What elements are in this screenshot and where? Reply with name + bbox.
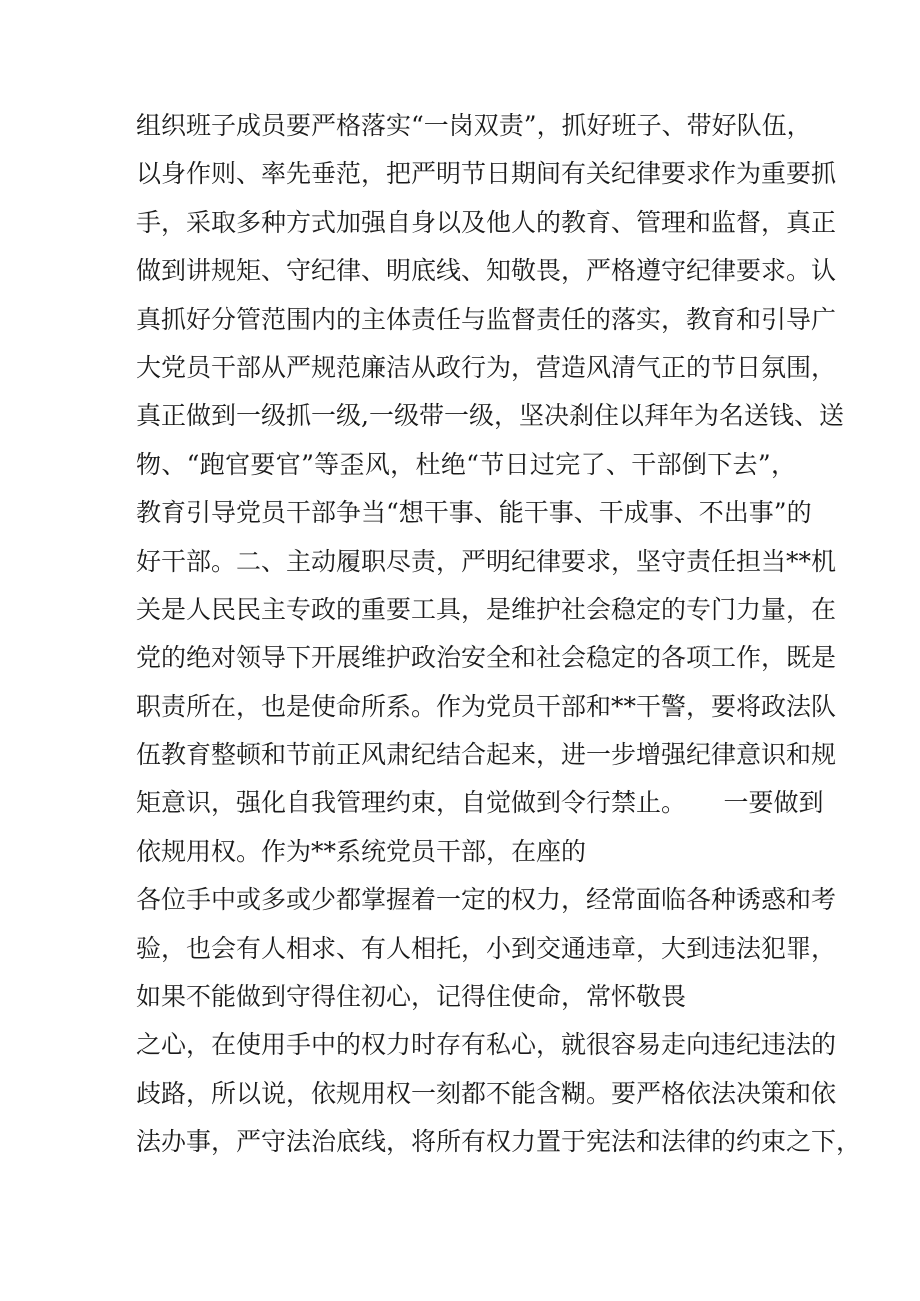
text-line: 真抓好分管范围内的主体责任与监督责任的落实，教育和引导广 [136,304,837,334]
text-line: 矩意识，强化自我管理约束，自觉做到令行禁止。 一要做到 [136,788,824,818]
text-line: 法办事，严守法治底线，将所有权力置于宪法和法律的约束之下， [136,1127,862,1157]
text-line: 之心，在使用手中的权力时存有私心，就很容易走向违纪违法的 [136,1030,837,1060]
text-line: 歧路，所以说，依规用权一刻都不能含糊。要严格依法决策和依 [136,1078,837,1108]
text-line: 大党员干部从严规范廉洁从政行为，营造风清气正的节日氛围， [136,352,837,382]
text-line: 验，也会有人相求、有人相托，小到交通违章，大到违法犯罪， [136,933,837,963]
text-line: 依规用权。作为**系统党员干部，在座的 [136,836,587,866]
text-line: 伍教育整顿和节前正风肃纪结合起来，进一步增强纪律意识和规 [136,740,837,770]
text-line: 组织班子成员要严格落实“一岗双责”，抓好班子、带好队伍， [136,111,812,140]
text-line: 教育引导党员干部争当“想干事、能干事、干成事、不出事”的 [136,498,812,528]
text-line: 关是人民民主专政的重要工具，是维护社会稳定的专门力量，在 [136,594,837,624]
text-line: 做到讲规矩、守纪律、明底线、知敬畏，严格遵守纪律要求。认 [136,256,837,286]
text-line: 好干部。二、主动履职尽责，严明纪律要求，坚守责任担当**机 [136,546,837,576]
text-line: 以身作则、率先垂范，把严明节日期间有关纪律要求作为重要抓 [136,159,837,189]
text-line: 真正做到一级抓一级,一级带一级，坚决刹住以拜年为名送钱、送 [136,401,844,431]
text-line: 如果不能做到守得住初心，记得住使命，常怀敬畏 [136,982,687,1012]
text-line: 各位手中或多或少都掌握着一定的权力，经常面临各种诱惑和考 [136,885,837,915]
text-line: 党的绝对领导下开展维护政治安全和社会稳定的各项工作，既是 [136,643,837,673]
text-line: 手，采取多种方式加强自身以及他人的教育、管理和监督，真正 [136,207,837,237]
text-line: 职责所在，也是使命所系。作为党员干部和**干警，要将政法队 [136,691,837,721]
body-text [136,102,862,1167]
text-line: 物、“跑官要官”等歪风，杜绝“节日过完了、干部倒下去”， [136,449,796,479]
